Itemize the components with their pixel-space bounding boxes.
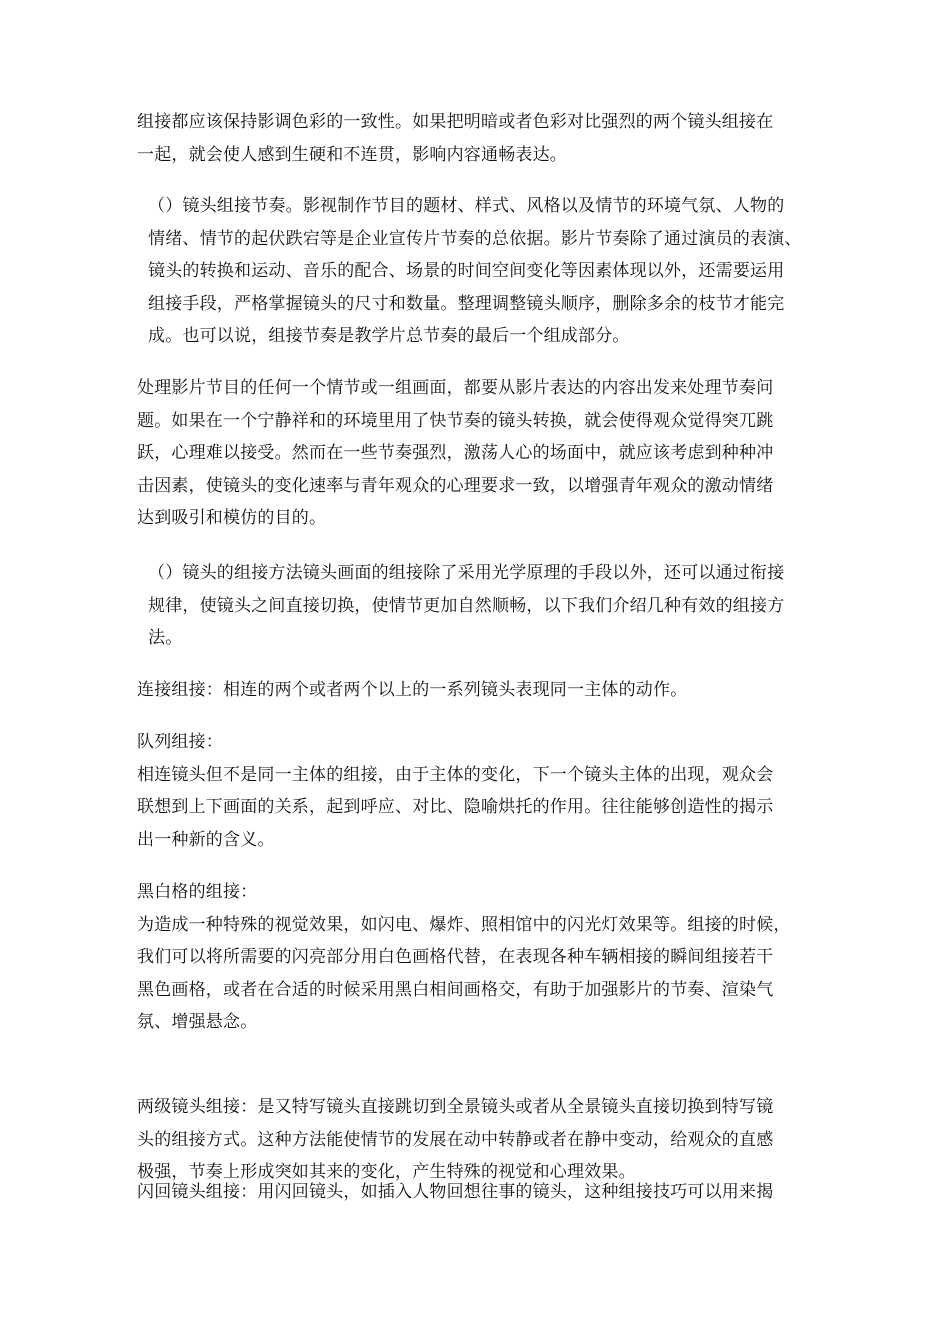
paragraph-editing-rhythm: （）镜头组接节奏。影视制作节目的题材、样式、风格以及情节的环境气氛、人物的 情绪、情节的起伏跌宕等是企业宣传片节奏的总依据。影片节奏除了通过演员的表演、 镜头的转换和运动、音乐的配合、场景的时间空间变化等因素体现以外，还需要运用 组接手段，严格掌握镜头的尺寸和数量。整理调整镜头顺序，删除多余的枝节才能完 成。也可以说，组接节奏是教学片总节奏的最后一个组成部分。: [148, 196, 802, 346]
paragraph-rhythm-handling: 处理影片节目的任何一个情节或一组画面，都要从影片表达的内容出发来处理节奏问 题。如果在一个宁静祥和的环境里用了快节奏的镜头转换，就会使得观众觉得突兀跳 跃，心理难以接受。然而在一些节奏强烈，激荡人心的场面中，就应该考虑到种种冲 击因素，使镜头的变化速率与青年观众的心理要求一致，以增强青年观众的激动情绪 达到吸引和模仿的目的。: [137, 378, 774, 528]
paragraph-black-white-frame-editing: 黑白格的组接： 为造成一种特殊的视觉效果，如闪电、爆炸、照相馆中的闪光灯效果等。组接的时候， 我们可以将所需要的闪亮部分用白色画格代替，在表现各种车辆相接的瞬间组接若干 黑色画格，或者在合适的时候采用黑白相间画格交，有助于加强影片的节奏、渲染气 氛、增强悬念。: [137, 882, 791, 1032]
paragraph-queue-editing: 队列组接： 相连镜头但不是同一主体的组接，由于主体的变化，下一个镜头主体的出现，观众会 联想到上下画面的关系，起到呼应、对比、隐喻烘托的作用。往往能够创造性的揭示 出一种新的含义。: [137, 732, 774, 850]
paragraph-editing-methods: （）镜头的组接方法镜头画面的组接除了采用光学原理的手段以外，还可以通过衔接 规律，使镜头之间直接切换，使情节更加自然顺畅，以下我们介绍几种有效的组接方 法。: [148, 563, 785, 648]
paragraph-flashback-editing: 闪回镜头组接：用闪回镜头，如插入人物回想往事的镜头，这种组接技巧可以用来揭: [137, 1182, 774, 1202]
paragraph-continuous-editing: 连接组接：相连的两个或者两个以上的一系列镜头表现同一主体的动作。: [137, 680, 688, 700]
paragraph-color-consistency: 组接都应该保持影调色彩的一致性。如果把明暗或者色彩对比强烈的两个镜头组接在 一起，就会使人感到生硬和不连贯，影响内容通畅表达。: [137, 112, 774, 165]
paragraph-two-level-shot-editing: 两级镜头组接：是又特写镜头直接跳切到全景镜头或者从全景镜头直接切换到特写镜 头的组接方式。这种方法能使情节的发展在动中转静或者在静中变动，给观众的直感 极强，节奏上形成突如其来的变化，产生特殊的视觉和心理效果。: [137, 1097, 774, 1182]
